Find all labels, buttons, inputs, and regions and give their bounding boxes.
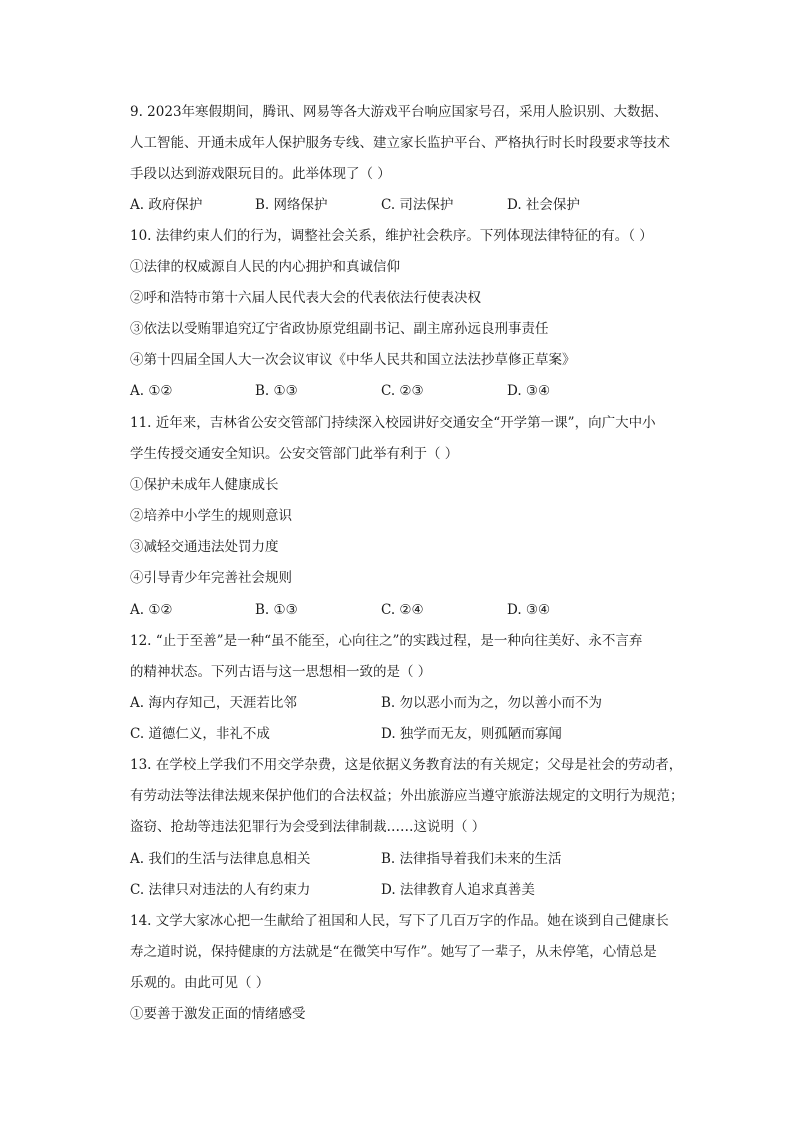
q10-option-b: B. ①③ [255,383,298,399]
q14-stem-line-3: 乐观的。由此可见（ ） [130,975,270,991]
q12-option-b: B. 勿以恶小而为之，勿以善小而不为 [381,695,603,711]
q9-stem-line-2: 人工智能、开通未成年人保护服务专线、建立家长监护平台、严格执行时长时段要求等技术 [130,135,670,151]
q10-item-1: ①法律的权威源自人民的内心拥护和真诚信仰 [130,259,400,275]
q14-stem-line-2: 寿之道时说，保持健康的方法就是“在微笑中写作”。她写了一辈子，从未停笔，心情总是 [130,944,657,960]
q13-option-b: B. 法律指导着我们未来的生活 [381,851,562,867]
q11-option-d: D. ③④ [507,602,551,618]
q13-stem-line-1: 13. 在学校上学我们不用交学杂费，这是依据义务教育法的有关规定；父母是社会的劳动者， [130,757,683,773]
q12-option-d: D. 独学而无友，则孤陋而寡闻 [381,726,562,742]
q12-option-a: A. 海内存知己，天涯若比邻 [130,695,297,711]
q13-stem-line-3: 盗窃、抢劫等违法犯罪行为会受到法律制裁……这说明（ ） [130,819,486,835]
q10-item-4: ④第十四届全国人大一次会议审议《中华人民共和国立法法抄草修正草案》 [130,352,576,368]
q9-stem-line-1: 9. 2023年寒假期间，腾讯、网易等各大游戏平台响应国家号召，采用人脸识别、大数据、 [130,104,668,120]
q10-stem-line-1: 10. 法律约束人们的行为，调整社会关系，维护社会秩序。下列体现法律特征的有。（ ） [130,228,653,244]
q11-item-4: ④引导青少年完善社会规则 [130,570,292,586]
q13-stem-line-2: 有劳动法等法律法规来保护他们的合法权益；外出旅游应当遵守旅游法规定的文明行为规范； [130,788,684,804]
q10-option-c: C. ②③ [381,383,424,399]
q11-item-1: ①保护未成年人健康成长 [130,477,279,493]
q9-option-a: A. 政府保护 [130,197,203,213]
q11-stem-line-2: 学生传授交通安全知识。公安交管部门此举有利于（ ） [130,446,459,462]
q10-item-3: ③依法以受贿罪追究辽宁省政协原党组副书记、副主席孙远良刑事责任 [130,321,549,337]
q12-stem-line-2: 的精神状态。下列古语与这一思想相一致的是（ ） [130,664,432,680]
q9-stem-line-3: 手段以达到游戏限玩目的。此举体现了（ ） [130,166,391,182]
q9-option-c: C. 司法保护 [381,197,454,213]
q13-option-d: D. 法律教育人追求真善美 [381,882,535,898]
q10-item-2: ②呼和浩特市第十六届人民代表大会的代表依法行使表决权 [130,290,481,306]
q11-option-a: A. ①② [130,602,173,618]
q13-option-c: C. 法律只对违法的人有约束力 [130,882,311,898]
q11-item-2: ②培养中小学生的规则意识 [130,508,292,524]
q10-option-a: A. ①② [130,383,173,399]
q11-option-b: B. ①③ [255,602,298,618]
q9-option-b: B. 网络保护 [255,197,328,213]
q13-option-a: A. 我们的生活与法律息息相关 [130,851,311,867]
q12-option-c: C. 道德仁义，非礼不成 [130,726,270,742]
q10-option-d: D. ③④ [507,383,551,399]
q12-stem-line-1: 12. “止于至善”是一种“虽不能至，心向往之”的实践过程，是一种向往美好、永不言弃 [130,633,643,649]
q11-item-3: ③减轻交通违法处罚力度 [130,539,279,555]
q14-item-1: ①要善于激发正面的情绪感受 [130,1006,306,1022]
q14-stem-line-1: 14. 文学大家冰心把一生献给了祖国和人民，写下了几百万字的作品。她在谈到自己健康长 [130,913,669,929]
q11-option-c: C. ②④ [381,602,424,618]
q11-stem-line-1: 11. 近年来，吉林省公安交管部门持续深入校园讲好交通安全“开学第一课”，向广大中小 [130,415,656,431]
q9-option-d: D. 社会保护 [507,197,580,213]
